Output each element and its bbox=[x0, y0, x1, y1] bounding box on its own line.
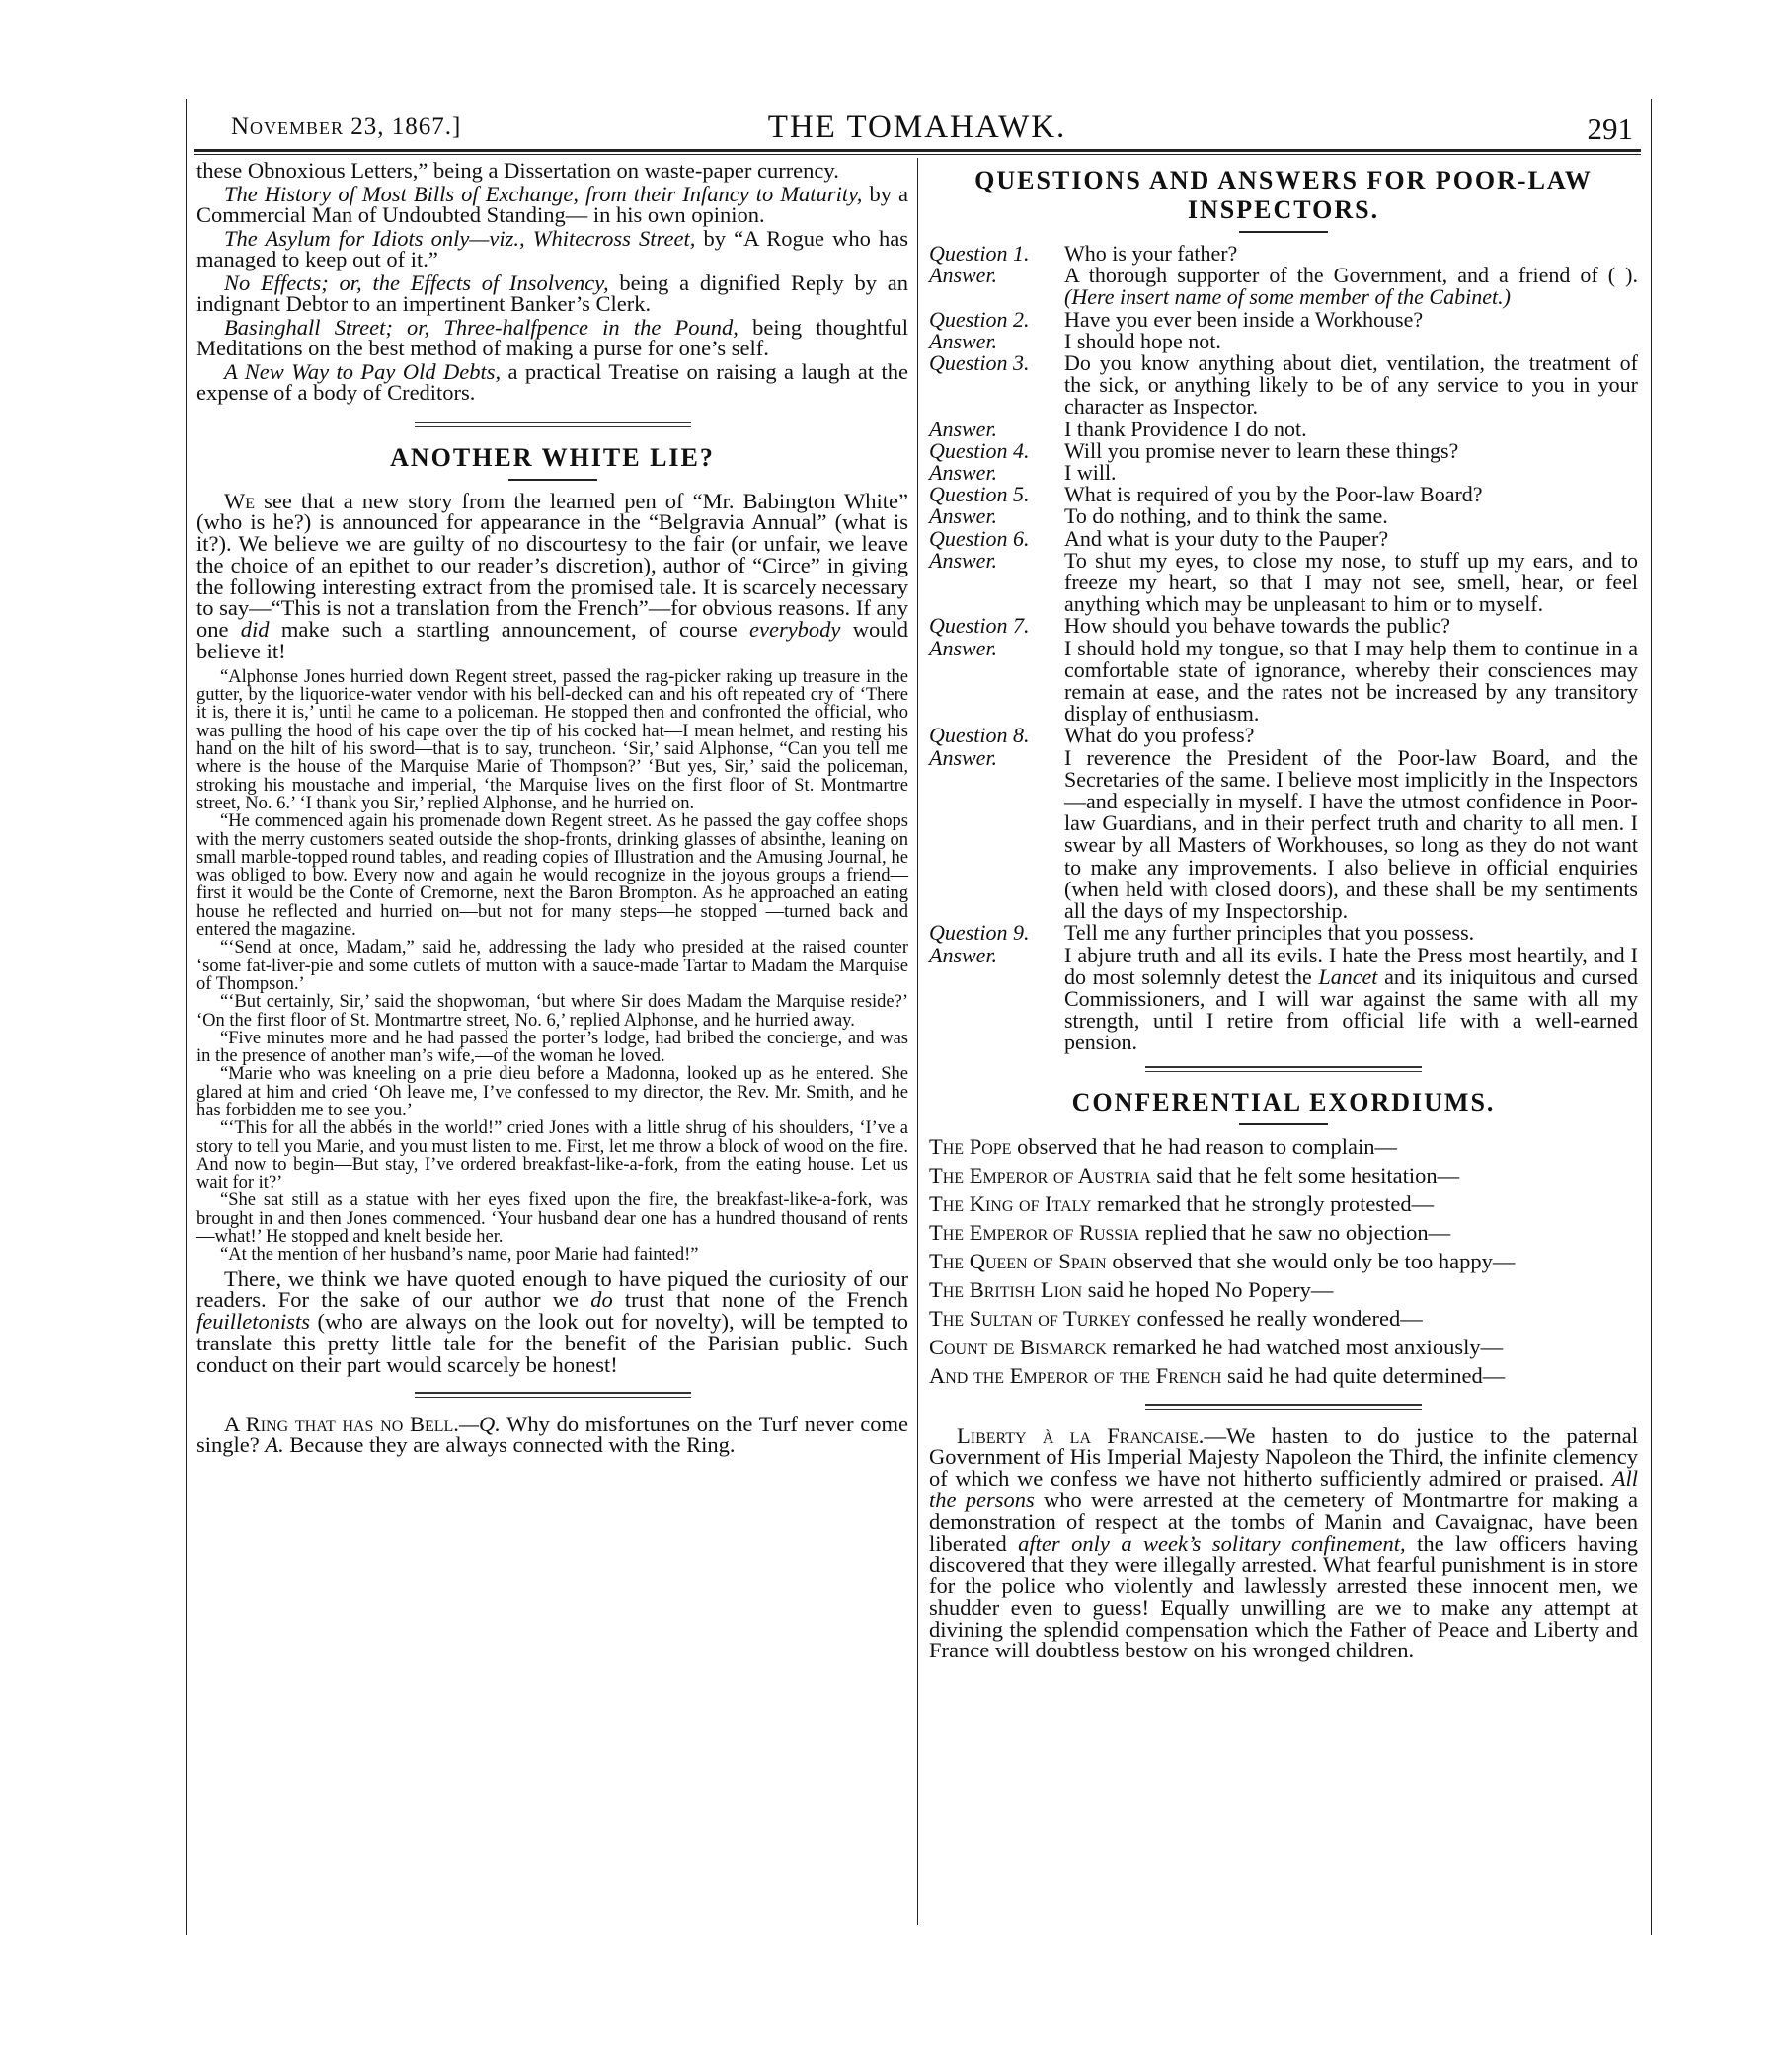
ring-q: —Q. bbox=[458, 1411, 501, 1436]
story-paragraph: “She sat still as a statue with her eyes fixed upon the fire, the breakfast-like-a-fork, was brought in and then Jones commenced. ‘Your husband dear one has a hundred thousand of rents—what!’ He stopped and knelt beside her. bbox=[196, 1190, 908, 1248]
qa-label: Answer. bbox=[929, 263, 998, 288]
qa-text bbox=[1064, 416, 1638, 441]
story-paragraph: “Five minutes more and he had passed the porter’s lodge, had bribed the concierge, and was in the presence of another man’s wife,—of the woman he loved. bbox=[196, 1028, 908, 1067]
list-item-text: by a Commercial Man of Undoubted Standing— in his own opinion. bbox=[196, 181, 908, 227]
qa-row bbox=[929, 462, 1638, 484]
exordium-item bbox=[929, 1192, 1638, 1216]
qa-text bbox=[1064, 352, 1638, 419]
qa-row bbox=[929, 547, 1638, 617]
title-underline bbox=[508, 479, 597, 481]
exordium-item bbox=[929, 1278, 1638, 1302]
intro-text: make such a startling announcement, of course bbox=[269, 617, 749, 643]
qa-label: Answer. bbox=[929, 744, 998, 770]
exordium-item bbox=[929, 1221, 1638, 1245]
qa-text-part: Who is your father? bbox=[1064, 241, 1238, 266]
qa-list bbox=[929, 243, 1638, 1054]
list-item bbox=[196, 181, 908, 227]
qa-label: Answer. bbox=[929, 328, 998, 353]
qa-text-part: I should hope not. bbox=[1064, 328, 1221, 353]
qa-text-part: And what is your duty to the Pauper? bbox=[1064, 525, 1389, 551]
exordiums-list bbox=[929, 1135, 1638, 1388]
intro-text: would believe it! bbox=[196, 617, 908, 664]
column-divider bbox=[917, 158, 918, 1925]
qa-text bbox=[1064, 265, 1638, 308]
qa-row bbox=[929, 635, 1638, 727]
qa-label: Question 3. bbox=[929, 350, 1030, 376]
exordium-text: observed that she would only be too happy— bbox=[1106, 1248, 1516, 1273]
page-border-right bbox=[1651, 99, 1652, 1935]
qa-text bbox=[1064, 306, 1638, 332]
page-border-left bbox=[186, 99, 187, 1935]
liberty-text: the law officers having discovered that they were illegally arrested. What fearful punishment is in store for the police who violently and lawlessly arrested these innocent men, we shudder even to guess! Equally unwilling are we to make any attempt at divining the splendid compensation which the Father of Peace and Liberty and France will doubtless bestow on his wronged children. bbox=[929, 1530, 1638, 1663]
liberty-emphasis: after only a week’s solitary confinement, bbox=[1018, 1530, 1406, 1556]
qa-row bbox=[929, 437, 1638, 463]
exordium-speaker: The Emperor of Russia bbox=[929, 1219, 1140, 1245]
list-item-text: a practical Treatise on raising a laugh at the expense of a body of Creditors. bbox=[196, 358, 908, 405]
story-paragraph: “‘But certainly, Sir,’ said the shopwoman, ‘but where Sir does Madam the Marquise reside?’ ‘On the first floor of St. Montmartre street, No. 6,’ replied Alphonse, and he hurried away. bbox=[196, 992, 908, 1031]
qa-text-part: To shut my eyes, to close my nose, to stuff up my ears, and to freeze my heart, so that I may not see, smell, hear, or feel anything which may be unpleasant to him or to myself. bbox=[1064, 547, 1638, 617]
list-item bbox=[196, 269, 908, 316]
qa-row bbox=[929, 942, 1638, 1055]
header-rule bbox=[194, 149, 1641, 152]
exordium-text: said he hoped No Popery— bbox=[1082, 1276, 1334, 1302]
qa-text-part: How should you behave towards the public? bbox=[1064, 613, 1451, 639]
qa-text-part: What is required of you by the Poor-law Board? bbox=[1064, 482, 1483, 507]
qa-label: Question 9. bbox=[929, 920, 1030, 946]
intro-text: see that a new story from the learned pen of “Mr. Babington White” (who is he?) is announced for appearance in the “Belgravia Annual” (what is it?). We believe we are guilty of no discourtesy to the fair (or unfair, we leave the choice of an epithet to our reader’s discretion), author of “Circe” in giving the following interesting extract from the promised tale. It is scarcely necessary to say—“This is not a translation from the French”—for obvious reasons. If any one bbox=[196, 488, 908, 643]
qa-text bbox=[1064, 437, 1638, 463]
qa-label: Answer. bbox=[929, 503, 998, 529]
qa-text-part: I should hold my tongue, so that I may help them to continue in a comfortable state of ignorance, whereby their consciences may remain at ease, and the rates not be increased by any transitory display of enthusiasm. bbox=[1064, 635, 1638, 727]
exordium-text: remarked that he strongly protested— bbox=[1091, 1190, 1435, 1216]
title-underline bbox=[1239, 1123, 1328, 1125]
closing-text: There, we think we have quoted enough to have piqued the curiosity of our readers. For the sake of our author we bbox=[196, 1266, 908, 1313]
qa-text bbox=[1064, 547, 1638, 617]
section-separator bbox=[415, 422, 691, 427]
story-paragraph: “Marie who was kneeling on a prie dieu before a Madonna, looked up as he entered. She glared at him and cried ‘Oh leave me, I’ve confessed to my director, the Rev. Mr. Smith, and he has forbidden me to see you.’ bbox=[196, 1064, 908, 1120]
qa-label: Question 2. bbox=[929, 306, 1030, 332]
exordium-item bbox=[929, 1164, 1638, 1188]
section-separator bbox=[1145, 1404, 1422, 1410]
title-underline bbox=[1239, 231, 1328, 233]
exordium-item bbox=[929, 1336, 1638, 1359]
story-extract bbox=[196, 668, 908, 1265]
white-lie-intro bbox=[196, 488, 908, 664]
qa-label: Question 7. bbox=[929, 613, 1030, 639]
exordium-item bbox=[929, 1135, 1638, 1159]
qa-row bbox=[929, 328, 1638, 353]
qa-row bbox=[929, 615, 1638, 637]
list-item bbox=[196, 225, 908, 271]
qa-text bbox=[1064, 328, 1638, 353]
qa-text-part: I abjure truth and all its evils. I hate the Press most heartily, and I do most solemnly detest the bbox=[1064, 942, 1638, 989]
white-lie-title: ANOTHER WHITE LIE? bbox=[390, 442, 715, 472]
header-rule-thin bbox=[194, 154, 1641, 155]
qa-row bbox=[929, 505, 1638, 527]
qa-text bbox=[1064, 484, 1638, 505]
ring-text: Because they are always connected with the Ring. bbox=[283, 1432, 736, 1458]
qa-row bbox=[929, 922, 1638, 944]
qa-row bbox=[929, 352, 1638, 419]
section-separator bbox=[1145, 1066, 1422, 1072]
exordium-speaker: The Pope bbox=[929, 1133, 1012, 1159]
exordium-speaker: Count de Bismarck bbox=[929, 1334, 1107, 1359]
liberty-emphasis: All the persons bbox=[929, 1466, 1638, 1512]
qa-text-part: I will. bbox=[1064, 460, 1117, 486]
exordium-item bbox=[929, 1307, 1638, 1331]
list-item-title: The Asylum for Idiots only—viz., Whitecross Street, bbox=[224, 225, 696, 251]
liberty-paragraph bbox=[929, 1422, 1638, 1663]
qa-text bbox=[1064, 725, 1638, 746]
qa-text-part: Will you promise never to learn these things? bbox=[1064, 437, 1459, 463]
qa-title: QUESTIONS AND ANSWERS FOR POOR-LAW INSPECTORS. bbox=[974, 166, 1593, 224]
qa-label: Question 4. bbox=[929, 437, 1030, 463]
list-continued-text: these Obnoxious Letters,” being a Dissertation on waste-paper currency. bbox=[196, 158, 839, 183]
liberty-text: —We hasten to do justice to the paternal Government of His Imperial Majesty Napoleon the Third, the infinite clemency of which we confess we have not hitherto sufficiently admired or praised. bbox=[929, 1422, 1638, 1492]
qa-label: Question 1. bbox=[929, 241, 1030, 266]
qa-text bbox=[1064, 744, 1638, 924]
qa-text-part: A thorough supporter of the Government, and a friend of ( ). bbox=[1064, 263, 1638, 288]
qa-text-part: To do nothing, and to think the same. bbox=[1064, 503, 1388, 529]
exordium-item bbox=[929, 1364, 1638, 1388]
exordium-speaker: The King of Italy bbox=[929, 1190, 1092, 1216]
list-item bbox=[196, 314, 908, 360]
right-column bbox=[929, 160, 1638, 1661]
qa-row bbox=[929, 265, 1638, 308]
qa-row bbox=[929, 744, 1638, 924]
ring-paragraph bbox=[196, 1411, 908, 1458]
exordium-text: observed that he had reason to complain— bbox=[1011, 1133, 1397, 1159]
ring-text: Why do misfortunes on the Turf never come single? bbox=[196, 1411, 908, 1458]
ring-a: A. bbox=[265, 1432, 284, 1458]
qa-row bbox=[929, 416, 1638, 441]
qa-emphasis: Lancet bbox=[1318, 963, 1378, 989]
qa-label: Question 6. bbox=[929, 525, 1030, 551]
exordium-speaker: And the Emperor of the French bbox=[929, 1362, 1222, 1388]
qa-row bbox=[929, 725, 1638, 746]
qa-text bbox=[1064, 462, 1638, 484]
list-item-title: No Effects; or, the Effects of Insolvency, bbox=[224, 269, 609, 295]
liberty-text: who were arrested at the cemetery of Montmartre for making a demonstration of respect at the tombs of Manin and Cavaignac, have been liberated bbox=[929, 1487, 1638, 1556]
qa-label: Answer. bbox=[929, 547, 998, 573]
qa-label: Answer. bbox=[929, 416, 998, 441]
closing-text: (who are always on the look out for novelty), will be tempted to translate this pretty little tale for the benefit of the Parisian public. Such conduct on their part would scarcely be honest! bbox=[196, 1309, 908, 1377]
story-paragraph: “‘This for all the abbés in the world!” cried Jones with a little shrug of his shoulders, ‘I’ve a story to tell you Marie, and you must listen to me. First, let me throw a block of wood on the fire. And now to begin—But stay, I’ve ordered breakfast-like-a-fork, from the eating house. Let us wait for it?’ bbox=[196, 1118, 908, 1193]
list-item-text: being thoughtful Meditations on the best method of making a purse for one’s self. bbox=[196, 314, 908, 360]
list-item-title: Basinghall Street; or, Three-halfpence in the Pound, bbox=[224, 314, 739, 340]
qa-text bbox=[1064, 615, 1638, 637]
intro-dropcap: We bbox=[224, 488, 256, 513]
exordium-text: replied that he saw no objection— bbox=[1139, 1219, 1451, 1245]
qa-text bbox=[1064, 505, 1638, 527]
page-number: 291 bbox=[1587, 112, 1633, 146]
exordium-speaker: The Queen of Spain bbox=[929, 1248, 1107, 1273]
list-item-text: being a dignified Reply by an indignant Debtor to an impertinent Banker’s Clerk. bbox=[196, 269, 908, 316]
qa-row bbox=[929, 484, 1638, 505]
qa-label: Question 8. bbox=[929, 723, 1030, 748]
exordium-speaker: The Sultan of Turkey bbox=[929, 1305, 1131, 1331]
qa-text-part: Tell me any further principles that you possess. bbox=[1064, 920, 1475, 946]
qa-text bbox=[1064, 525, 1638, 551]
story-paragraph: “‘Send at once, Madam,” said he, addressing the lady who presided at the raised counter ‘some fat-liver-pie and some cutlets of mutton with a sauce-made Tartar to Madam the Marquise of Thompson.’ bbox=[196, 938, 908, 994]
closing-text: trust that none of the French bbox=[612, 1287, 908, 1313]
list-item bbox=[196, 358, 908, 405]
qa-label: Answer. bbox=[929, 460, 998, 486]
white-lie-closing bbox=[196, 1268, 908, 1376]
page-header bbox=[194, 112, 1641, 147]
qa-text-part: and its iniquitous and cursed Commissioners, and I will war against the same with all my strength, until I retire from official life with a well-earned pension. bbox=[1064, 963, 1638, 1055]
closing-emphasis: feuilletonists bbox=[196, 1309, 310, 1335]
qa-label: Question 5. bbox=[929, 482, 1030, 507]
intro-emphasis: did bbox=[240, 617, 270, 643]
qa-row bbox=[929, 243, 1638, 265]
qa-text bbox=[1064, 635, 1638, 727]
exordium-speaker: The British Lion bbox=[929, 1276, 1083, 1302]
story-paragraph: “At the mention of her husband’s name, poor Marie had fainted!” bbox=[220, 1245, 699, 1266]
liberty-lead: Liberty à la Francaise. bbox=[957, 1422, 1205, 1448]
list-item-title: A New Way to Pay Old Debts, bbox=[224, 358, 502, 384]
qa-text-part: Have you ever been inside a Workhouse? bbox=[1064, 306, 1424, 332]
qa-label: Answer. bbox=[929, 635, 998, 660]
qa-label: Answer. bbox=[929, 942, 998, 967]
qa-text-part: I reverence the President of the Poor-law Board, and the Secretaries of the same. I believe most implicitly in the Inspectors—and especially in myself. I have the utmost confidence in Poor-law Guardians, and in their perfect truth and charity to all men. I swear by all Masters of Workhouses, so long as they do not want to make any improvements. I also believe in official enquiries (when held with closed doors), and these shall be my sentiments all the days of my Inspectorship. bbox=[1064, 744, 1638, 924]
qa-text bbox=[1064, 942, 1638, 1055]
exordium-speaker: The Emperor of Austria bbox=[929, 1162, 1151, 1188]
exordium-text: said he had quite determined— bbox=[1221, 1362, 1506, 1388]
exordiums-title: CONFERENTIAL EXORDIUMS. bbox=[1071, 1087, 1496, 1116]
exordium-text: confessed he really wondered— bbox=[1130, 1305, 1423, 1331]
exordium-text: said that he felt some hesitation— bbox=[1150, 1162, 1460, 1188]
bills-list bbox=[196, 160, 908, 404]
closing-emphasis: do bbox=[590, 1287, 613, 1313]
section-separator bbox=[415, 1392, 691, 1398]
issue-date: November 23, 1867.] bbox=[231, 114, 462, 140]
qa-text-part: Do you know anything about diet, ventilation, the treatment of the sick, or anything likely to be of any service to you in your character as Inspector. bbox=[1064, 350, 1638, 420]
qa-text bbox=[1064, 922, 1638, 944]
masthead-title: THE TOMAHAWK. bbox=[767, 110, 1067, 145]
qa-text-part: I thank Providence I do not. bbox=[1064, 416, 1307, 441]
story-paragraph: “Alphonse Jones hurried down Regent street, passed the rag-picker raking up treasure in the gutter, by the liquorice-water vendor with his bell-decked can and his oft repeated cry of ‘There it is, there it is,’ until he came to a policeman. He stopped then and confronted the official, who was pulling the hood of his cape over the tip of his cocked hat—I mean helmet, and resting his hand on the hilt of his sword—that is to say, truncheon. ‘Sir,’ said Alphonse, “Can you tell me where is the house of the Marquise Marie of Thompson?’ ‘But yes, Sir,’ said the policeman, stroking his moustache and imperial, ‘the Marquise lives on the first floor of St. Montmartre street, No. 6.’ ‘I thank you Sir,’ replied Alphonse, and he hurried on. bbox=[196, 666, 908, 813]
qa-row bbox=[929, 306, 1638, 332]
left-column bbox=[196, 160, 908, 1456]
qa-text-part: What do you profess? bbox=[1064, 723, 1255, 748]
intro-emphasis: everybody bbox=[748, 617, 841, 643]
qa-note: (Here insert name of some member of the Cabinet.) bbox=[1064, 284, 1511, 310]
qa-row bbox=[929, 525, 1638, 551]
qa-text bbox=[1064, 243, 1638, 265]
list-item-text: by “A Rogue who has managed to keep out of it.” bbox=[196, 225, 908, 271]
exordium-item bbox=[929, 1250, 1638, 1273]
story-paragraph: “He commenced again his promenade down Regent street. As he passed the gay coffee shops with the merry customers seated outside the shop-fronts, drinking glasses of absinthe, leaning on small marble-topped round tables, and reading copies of Illustration and the Amusing Journal, he was obliged to bow. Every now and again he would recognize in the joyous groups a friend—first it would be the Conte of Cremorne, next the Baron Brompton. As he approached an eating house he reflected and hurried on—but not for many steps—he stopped —turned back and entered the magazine. bbox=[196, 811, 908, 941]
list-item-title: The History of Most Bills of Exchange, from their Infancy to Maturity, bbox=[224, 181, 863, 206]
exordium-text: remarked he had watched most anxiously— bbox=[1106, 1334, 1504, 1359]
ring-lead: A Ring that has no Bell. bbox=[224, 1411, 459, 1436]
